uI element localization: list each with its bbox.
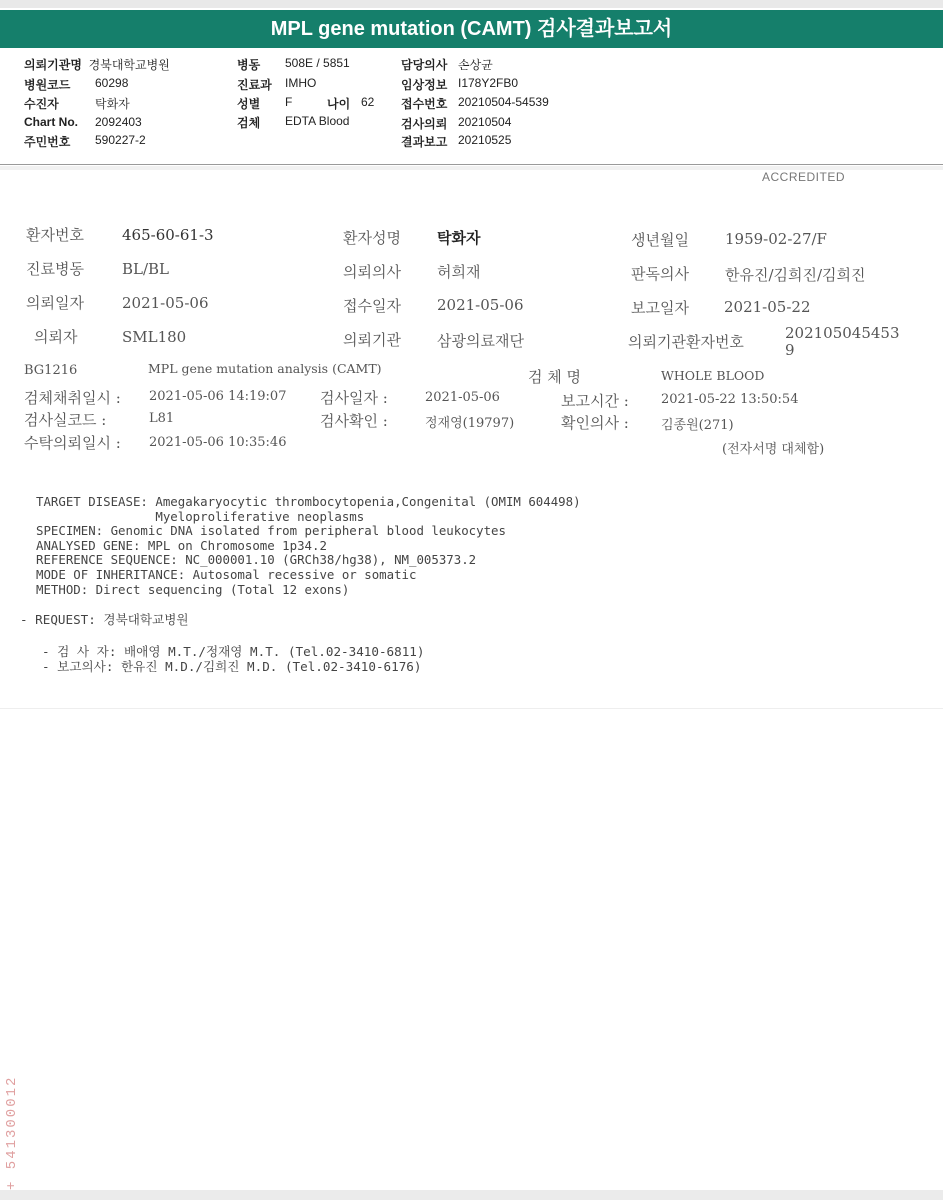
confirm-doctor-label: 확인의사 : [561,414,629,432]
patient-name-label: 환자성명 [343,229,401,247]
patient-no-label: 환자번호 [26,226,84,244]
lab-code-value: L81 [149,411,175,426]
report-line-reference-sequence: REFERENCE SEQUENCE: NC_000001.10 (GRCh38/hg38), NM_005373.2 [36,552,477,568]
content-end-line [0,708,943,709]
reader-value: 한유진/김희진/김희진 [725,266,866,284]
report-title: MPL gene mutation (CAMT) 검사결과보고서 [0,10,943,48]
request-line: - REQUEST: 경북대학교병원 [20,612,189,627]
header-chart-no: Chart No. 2092403 [24,115,142,129]
header-institution: 의뢰기관명 경북대학교병원 [24,58,170,72]
requester-value: SML180 [122,328,187,346]
header-department: 진료과 IMHO [237,76,317,92]
report-line-method: METHOD: Direct sequencing (Total 12 exons) [36,581,350,597]
staff-examiner: - 검 사 자: 배애영 M.T./정재영 M.T. (Tel.02-3410-6811) [42,644,425,659]
side-id-text: + 541300012 [4,1075,20,1190]
request-date-value: 2021-05-06 [122,294,209,312]
exam-date-value: 2021-05-06 [425,390,500,405]
report-time-value: 2021-05-22 13:50:54 [661,392,799,407]
report-line-specimen: SPECIMEN: Genomic DNA isolated from peripheral blood leukocytes [36,523,506,539]
specimen-value: WHOLE BLOOD [661,368,765,383]
header-patient: 수진자 탁화자 [24,97,130,111]
exam-confirm-value: 정재영(19797) [425,416,515,431]
consign-value: 2021-05-06 10:35:46 [149,435,287,450]
inst-patient-no-label: 의뢰기관환자번호 [628,333,744,351]
reader-label: 판독의사 [631,265,689,283]
lab-code-label: 검사실코드 : [24,411,107,429]
receipt-date-value: 2021-05-06 [437,296,524,314]
doctor-label: 의뢰의사 [343,263,401,281]
report-line-target-disease-2: Myeloproliferative neoplasms [36,508,365,524]
patient-name: 탁화자 [437,229,481,247]
inst-patient-no-line1: 202105045453 [785,324,900,342]
request-date-label: 의뢰일자 [26,294,84,312]
e-signature-note: (전자서명 대체함) [722,442,825,457]
confirm-doctor-value: 김종원(271) [661,418,734,433]
specimen-label: 검 체 명 [528,368,582,386]
report-line-analysed-gene: ANALYSED GENE: MPL on Chromosome 1p34.2 [36,537,327,553]
report-time-label: 보고시간 : [561,392,629,410]
receipt-date-label: 접수일자 [343,297,401,315]
report-date-value: 2021-05-22 [724,298,811,316]
ward-label: 진료병동 [26,260,84,278]
header-request-date: 검사의뢰 20210504 [401,115,512,131]
header-age: 나이 62 [327,95,375,111]
bottom-strip [0,1190,943,1200]
requester-label: 의뢰자 [34,328,78,346]
birth-value: 1959-02-27/F [725,230,827,248]
report-date-label: 보고일자 [631,299,689,317]
top-strip [0,0,943,8]
test-code: BG1216 [24,363,78,378]
header-clinical-info: 임상정보 I178Y2FB0 [401,76,519,92]
header-attending: 담당의사 손상균 [401,58,493,72]
header-info-panel [0,48,943,165]
doctor-value: 허희재 [437,263,481,281]
header-hospital-code: 병원코드 60298 [24,76,129,92]
institution-label: 의뢰기관 [343,331,401,349]
header-specimen: 검체 EDTA Blood [237,114,350,130]
patient-no: 465-60-61-3 [122,226,214,244]
exam-confirm-label: 검사확인 : [320,412,388,430]
collect-value: 2021-05-06 14:19:07 [149,389,287,404]
consign-label: 수탁의뢰일시 : [24,434,121,452]
birth-label: 생년월일 [631,231,689,249]
test-name: MPL gene mutation analysis (CAMT) [148,361,382,376]
inst-patient-no-line2: 9 [785,341,795,359]
exam-date-label: 검사일자 : [320,389,388,407]
report-line-inheritance: MODE OF INHERITANCE: Autosomal recessive or somatic [36,567,417,582]
institution-value: 삼광의료재단 [437,332,524,350]
header-receipt-no: 접수번호 20210504-54539 [401,95,549,111]
header-ward: 병동 508E / 5851 [237,56,350,72]
accredited-mark: ACCREDITED [761,170,845,184]
report-line-target-disease: TARGET DISEASE: Amegakaryocytic thrombocytopenia,Congenital (OMIM 604498) [36,494,581,509]
header-result-date: 결과보고 20210525 [401,133,512,149]
ward-value: BL/BL [122,260,170,278]
header-sex: 성별 F [237,95,293,111]
collect-label: 검체채취일시 : [24,389,121,407]
side-id-stamp [4,1050,24,1190]
header-resident-no: 주민번호 590227-2 [24,133,146,149]
staff-reporting-doctor: - 보고의사: 한유진 M.D./김희진 M.D. (Tel.02-3410-6176) [42,659,422,674]
